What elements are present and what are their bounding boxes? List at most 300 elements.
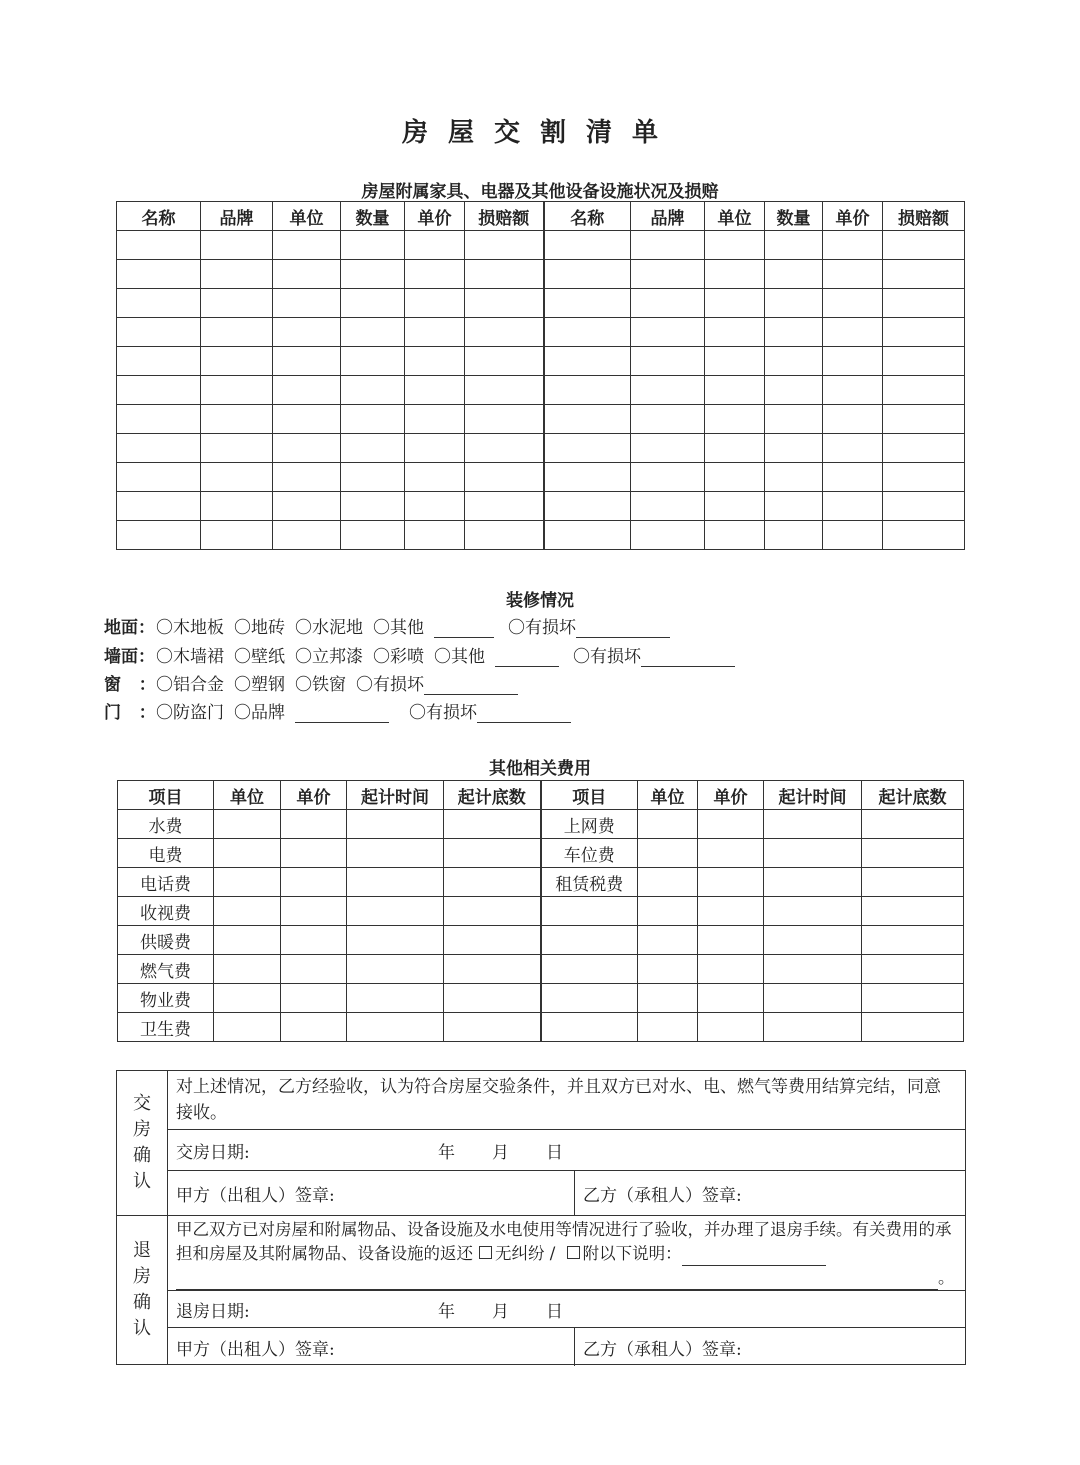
fee-cell[interactable] bbox=[698, 868, 764, 897]
window-damage-radio[interactable]: 〇 bbox=[356, 675, 373, 695]
furniture-cell[interactable] bbox=[631, 521, 705, 550]
furniture-cell[interactable] bbox=[883, 492, 965, 521]
fee-cell[interactable] bbox=[698, 926, 764, 955]
fees-row bbox=[118, 897, 964, 926]
fee-cell[interactable] bbox=[764, 897, 862, 926]
furniture-cell[interactable] bbox=[405, 347, 465, 376]
fee-cell[interactable] bbox=[214, 810, 281, 839]
fee-cell[interactable] bbox=[638, 926, 698, 955]
furniture-cell[interactable] bbox=[465, 376, 544, 405]
furniture-header-cell: 单价 bbox=[823, 202, 883, 231]
fee-cell[interactable] bbox=[347, 926, 444, 955]
furniture-cell[interactable] bbox=[273, 521, 341, 550]
furniture-cell[interactable] bbox=[705, 434, 765, 463]
furniture-cell[interactable] bbox=[273, 434, 341, 463]
furniture-cell[interactable] bbox=[765, 260, 823, 289]
furniture-cell[interactable] bbox=[823, 434, 883, 463]
fee-cell[interactable] bbox=[698, 955, 764, 984]
floor-option bbox=[373, 618, 424, 638]
floor-option bbox=[156, 618, 224, 638]
furniture-cell[interactable] bbox=[883, 318, 965, 347]
furniture-header-cell: 单位 bbox=[705, 202, 765, 231]
furniture-row bbox=[117, 434, 965, 463]
fee-cell[interactable] bbox=[698, 1013, 764, 1042]
furniture-cell[interactable] bbox=[631, 492, 705, 521]
furniture-cell[interactable] bbox=[405, 260, 465, 289]
fees-row bbox=[118, 984, 964, 1013]
fee-cell[interactable] bbox=[214, 926, 281, 955]
furniture-cell[interactable] bbox=[544, 318, 631, 347]
furniture-header-cell: 数量 bbox=[765, 202, 823, 231]
wall-option-label: 其他 bbox=[451, 647, 485, 667]
fee-cell[interactable] bbox=[862, 810, 964, 839]
furniture-cell[interactable] bbox=[765, 405, 823, 434]
fee-cell[interactable] bbox=[347, 1013, 444, 1042]
fee-cell[interactable] bbox=[347, 897, 444, 926]
fee-cell[interactable] bbox=[281, 1013, 347, 1042]
furniture-cell[interactable] bbox=[705, 492, 765, 521]
furniture-cell[interactable] bbox=[341, 521, 405, 550]
fees-header-cell: 单位 bbox=[214, 781, 281, 810]
fee-item-left: 物业费 bbox=[118, 984, 214, 1013]
furniture-cell[interactable] bbox=[765, 376, 823, 405]
fee-cell[interactable] bbox=[638, 955, 698, 984]
fee-item-left: 燃气费 bbox=[118, 955, 214, 984]
fees-header-cell: 项目 bbox=[541, 781, 638, 810]
furniture-cell[interactable] bbox=[117, 405, 201, 434]
furniture-cell[interactable] bbox=[341, 376, 405, 405]
furniture-cell[interactable] bbox=[201, 260, 273, 289]
furniture-cell[interactable] bbox=[117, 376, 201, 405]
fee-cell[interactable] bbox=[764, 926, 862, 955]
furniture-cell[interactable] bbox=[823, 463, 883, 492]
furniture-cell[interactable] bbox=[631, 231, 705, 260]
fee-item-right bbox=[541, 1013, 638, 1042]
furniture-cell[interactable] bbox=[405, 231, 465, 260]
furniture-cell[interactable] bbox=[465, 347, 544, 376]
floor-option-radio[interactable]: 〇 bbox=[156, 618, 173, 638]
wall-option bbox=[156, 647, 224, 667]
furniture-cell[interactable] bbox=[823, 231, 883, 260]
floor-option-label: 木地板 bbox=[173, 618, 224, 638]
note-blank-line[interactable] bbox=[176, 1273, 938, 1290]
furniture-cell[interactable] bbox=[117, 492, 201, 521]
fees-row bbox=[118, 955, 964, 984]
furniture-row bbox=[117, 289, 965, 318]
furniture-cell[interactable] bbox=[117, 521, 201, 550]
furniture-cell[interactable] bbox=[883, 405, 965, 434]
fee-cell[interactable] bbox=[862, 868, 964, 897]
furniture-cell[interactable] bbox=[201, 231, 273, 260]
fees-header-cell: 起计时间 bbox=[764, 781, 862, 810]
fee-item-right: 租赁税费 bbox=[541, 868, 638, 897]
return-tenant-signature[interactable]: 乙方（承租人）签章: bbox=[583, 1339, 742, 1360]
furniture-cell[interactable] bbox=[631, 376, 705, 405]
fees-row bbox=[118, 868, 964, 897]
furniture-cell[interactable] bbox=[544, 463, 631, 492]
furniture-cell[interactable] bbox=[765, 463, 823, 492]
furniture-cell[interactable] bbox=[273, 260, 341, 289]
handover-label: 交 房 确 认 bbox=[117, 1071, 168, 1215]
fee-item-left: 水费 bbox=[118, 810, 214, 839]
furniture-cell[interactable] bbox=[273, 347, 341, 376]
fee-cell[interactable] bbox=[638, 897, 698, 926]
furniture-cell[interactable] bbox=[544, 434, 631, 463]
furniture-cell[interactable] bbox=[117, 434, 201, 463]
fees-header-cell: 单价 bbox=[698, 781, 764, 810]
fee-cell[interactable] bbox=[281, 897, 347, 926]
fee-cell[interactable] bbox=[862, 839, 964, 868]
furniture-cell[interactable] bbox=[823, 347, 883, 376]
furniture-cell[interactable] bbox=[465, 521, 544, 550]
fee-cell[interactable] bbox=[444, 839, 541, 868]
furniture-cell[interactable] bbox=[883, 521, 965, 550]
furniture-cell[interactable] bbox=[705, 521, 765, 550]
window-option bbox=[295, 675, 346, 695]
furniture-cell[interactable] bbox=[273, 289, 341, 318]
wall-option-radio[interactable]: 〇 bbox=[234, 647, 251, 667]
fee-cell[interactable] bbox=[214, 868, 281, 897]
return-signature-row bbox=[168, 1328, 965, 1366]
wall-option-radio[interactable]: 〇 bbox=[373, 647, 390, 667]
window-option-radio[interactable]: 〇 bbox=[156, 675, 173, 695]
fee-cell[interactable] bbox=[281, 868, 347, 897]
return-confirmation bbox=[117, 1216, 965, 1364]
fee-cell[interactable] bbox=[698, 984, 764, 1013]
furniture-row bbox=[117, 405, 965, 434]
fee-cell[interactable] bbox=[444, 897, 541, 926]
fee-cell[interactable] bbox=[638, 1013, 698, 1042]
furniture-cell[interactable] bbox=[705, 260, 765, 289]
floor-option-label: 水泥地 bbox=[312, 618, 363, 638]
furniture-cell[interactable] bbox=[341, 260, 405, 289]
furniture-cell[interactable] bbox=[273, 231, 341, 260]
furniture-cell[interactable] bbox=[273, 318, 341, 347]
floor-option-radio[interactable]: 〇 bbox=[295, 618, 312, 638]
window-option-label: 铁窗 bbox=[312, 675, 346, 695]
furniture-cell[interactable] bbox=[544, 231, 631, 260]
furniture-cell[interactable] bbox=[405, 405, 465, 434]
furniture-cell[interactable] bbox=[823, 376, 883, 405]
furniture-cell[interactable] bbox=[405, 289, 465, 318]
furniture-cell[interactable] bbox=[544, 492, 631, 521]
fee-cell[interactable] bbox=[444, 955, 541, 984]
furniture-row bbox=[117, 318, 965, 347]
furniture-cell[interactable] bbox=[117, 318, 201, 347]
furniture-cell[interactable] bbox=[273, 492, 341, 521]
fee-item-left: 供暖费 bbox=[118, 926, 214, 955]
fee-cell[interactable] bbox=[347, 868, 444, 897]
window-option bbox=[234, 675, 285, 695]
decoration-section-title: 装修情况 bbox=[506, 591, 574, 611]
door-option-radio[interactable]: 〇 bbox=[234, 703, 251, 723]
fee-cell[interactable] bbox=[638, 839, 698, 868]
wall-damage-radio[interactable]: 〇 bbox=[573, 647, 590, 667]
furniture-header-cell: 损赔额 bbox=[465, 202, 544, 231]
furniture-cell[interactable] bbox=[465, 260, 544, 289]
fee-cell[interactable] bbox=[444, 868, 541, 897]
fee-cell[interactable] bbox=[444, 810, 541, 839]
furniture-cell[interactable] bbox=[273, 405, 341, 434]
fee-cell[interactable] bbox=[862, 1013, 964, 1042]
door-line: 门 ：〇防盗门 〇品牌 〇有损坏 bbox=[104, 698, 571, 723]
furniture-cell[interactable] bbox=[705, 231, 765, 260]
fee-cell[interactable] bbox=[347, 955, 444, 984]
attach-note-checkbox[interactable] bbox=[567, 1246, 580, 1259]
floor-damage-radio[interactable]: 〇 bbox=[508, 618, 525, 638]
furniture-row bbox=[117, 347, 965, 376]
furniture-cell[interactable] bbox=[201, 289, 273, 318]
furniture-cell[interactable] bbox=[341, 463, 405, 492]
furniture-cell[interactable] bbox=[883, 289, 965, 318]
wall-option bbox=[234, 647, 285, 667]
furniture-cell[interactable] bbox=[823, 405, 883, 434]
fee-cell[interactable] bbox=[214, 955, 281, 984]
fees-row bbox=[118, 1013, 964, 1042]
fee-cell[interactable] bbox=[638, 984, 698, 1013]
fee-cell[interactable] bbox=[214, 897, 281, 926]
furniture-cell[interactable] bbox=[631, 463, 705, 492]
return-date-label: 退房日期: bbox=[176, 1301, 250, 1322]
furniture-cell[interactable] bbox=[823, 318, 883, 347]
furniture-cell[interactable] bbox=[201, 376, 273, 405]
furniture-row bbox=[117, 376, 965, 405]
window-option bbox=[156, 675, 224, 695]
furniture-cell[interactable] bbox=[405, 434, 465, 463]
return-label: 退 房 确 认 bbox=[117, 1216, 168, 1364]
furniture-cell[interactable] bbox=[883, 376, 965, 405]
furniture-cell[interactable] bbox=[705, 405, 765, 434]
fee-cell[interactable] bbox=[347, 810, 444, 839]
wall-option-label: 立邦漆 bbox=[312, 647, 363, 667]
fee-cell[interactable] bbox=[281, 955, 347, 984]
furniture-cell[interactable] bbox=[883, 434, 965, 463]
furniture-cell[interactable] bbox=[201, 405, 273, 434]
floor-line bbox=[104, 613, 670, 638]
window-label: 窗 bbox=[104, 675, 121, 695]
wall-option bbox=[295, 647, 363, 667]
furniture-cell[interactable] bbox=[705, 289, 765, 318]
fee-cell[interactable] bbox=[281, 810, 347, 839]
furniture-header-cell: 数量 bbox=[341, 202, 405, 231]
furniture-cell[interactable] bbox=[883, 347, 965, 376]
return-statement: 甲乙双方已对房屋和附属物品、设备设施及水电使用等情况进行了验收，并办理了退房手续。有关费用的承担和房屋及其附属物品、设备设施的返还 无纠纷 / 附以下说明： 。 bbox=[168, 1216, 965, 1291]
furniture-cell[interactable] bbox=[341, 318, 405, 347]
fee-cell[interactable] bbox=[347, 984, 444, 1013]
furniture-section-title: 房屋附属家具、电器及其他设备设施状况及损赔 bbox=[361, 182, 719, 202]
handover-confirmation bbox=[117, 1071, 965, 1216]
furniture-cell[interactable] bbox=[705, 318, 765, 347]
fee-cell[interactable] bbox=[862, 955, 964, 984]
door-damage-label: 有损坏 bbox=[426, 703, 477, 723]
furniture-cell[interactable] bbox=[765, 492, 823, 521]
furniture-cell[interactable] bbox=[405, 521, 465, 550]
furniture-cell[interactable] bbox=[465, 492, 544, 521]
furniture-cell[interactable] bbox=[765, 289, 823, 318]
furniture-cell[interactable] bbox=[631, 347, 705, 376]
fee-cell[interactable] bbox=[638, 810, 698, 839]
furniture-cell[interactable] bbox=[117, 260, 201, 289]
furniture-cell[interactable] bbox=[405, 492, 465, 521]
furniture-cell[interactable] bbox=[405, 463, 465, 492]
handover-statement: 对上述情况，乙方经验收，认为符合房屋交验条件，并且双方已对水、电、燃气等费用结算完结，同意接收。 bbox=[168, 1071, 965, 1130]
furniture-cell[interactable] bbox=[117, 231, 201, 260]
furniture-row bbox=[117, 231, 965, 260]
fee-cell[interactable] bbox=[444, 984, 541, 1013]
furniture-cell[interactable] bbox=[823, 289, 883, 318]
furniture-cell[interactable] bbox=[341, 347, 405, 376]
furniture-cell[interactable] bbox=[341, 405, 405, 434]
furniture-cell[interactable] bbox=[117, 289, 201, 318]
fee-item-right: 上网费 bbox=[541, 810, 638, 839]
furniture-cell[interactable] bbox=[544, 347, 631, 376]
furniture-cell[interactable] bbox=[765, 231, 823, 260]
furniture-cell[interactable] bbox=[631, 318, 705, 347]
fee-cell[interactable] bbox=[764, 1013, 862, 1042]
fee-cell[interactable] bbox=[281, 839, 347, 868]
fee-cell[interactable] bbox=[698, 810, 764, 839]
furniture-cell[interactable] bbox=[883, 231, 965, 260]
wall-option-label: 木墙裙 bbox=[173, 647, 224, 667]
furniture-cell[interactable] bbox=[544, 405, 631, 434]
furniture-cell[interactable] bbox=[201, 347, 273, 376]
furniture-cell[interactable] bbox=[631, 434, 705, 463]
handover-landlord-signature[interactable]: 甲方（出租人）签章: bbox=[168, 1171, 575, 1215]
fee-cell[interactable] bbox=[214, 1013, 281, 1042]
floor-option bbox=[295, 618, 363, 638]
return-landlord-signature[interactable]: 甲方（出租人）签章: bbox=[168, 1328, 575, 1366]
floor-option-radio[interactable]: 〇 bbox=[234, 618, 251, 638]
furniture-cell[interactable] bbox=[631, 289, 705, 318]
furniture-cell[interactable] bbox=[631, 260, 705, 289]
fee-cell[interactable] bbox=[281, 926, 347, 955]
furniture-cell[interactable] bbox=[765, 347, 823, 376]
furniture-cell[interactable] bbox=[544, 289, 631, 318]
furniture-cell[interactable] bbox=[273, 463, 341, 492]
furniture-cell[interactable] bbox=[465, 463, 544, 492]
fee-cell[interactable] bbox=[764, 810, 862, 839]
fee-cell[interactable] bbox=[638, 868, 698, 897]
note-blank[interactable] bbox=[682, 1249, 826, 1266]
wall-option-radio[interactable]: 〇 bbox=[434, 647, 451, 667]
fee-cell[interactable] bbox=[214, 839, 281, 868]
furniture-cell[interactable] bbox=[273, 376, 341, 405]
furniture-cell[interactable] bbox=[341, 289, 405, 318]
fees-row bbox=[118, 810, 964, 839]
furniture-cell[interactable] bbox=[201, 492, 273, 521]
fee-cell[interactable] bbox=[444, 926, 541, 955]
furniture-cell[interactable] bbox=[544, 260, 631, 289]
furniture-cell[interactable] bbox=[465, 231, 544, 260]
fee-cell[interactable] bbox=[862, 984, 964, 1013]
fee-cell[interactable] bbox=[214, 984, 281, 1013]
door-option bbox=[156, 703, 224, 723]
no-dispute-checkbox[interactable] bbox=[479, 1246, 492, 1259]
door-option-label: 防盗门 bbox=[173, 703, 224, 723]
floor-option-radio[interactable]: 〇 bbox=[373, 618, 390, 638]
furniture-cell[interactable] bbox=[705, 376, 765, 405]
furniture-cell[interactable] bbox=[465, 405, 544, 434]
fee-cell[interactable] bbox=[764, 955, 862, 984]
furniture-cell[interactable] bbox=[823, 260, 883, 289]
fee-cell[interactable] bbox=[764, 984, 862, 1013]
furniture-cell[interactable] bbox=[631, 405, 705, 434]
window-option-radio[interactable]: 〇 bbox=[234, 675, 251, 695]
furniture-cell[interactable] bbox=[705, 463, 765, 492]
furniture-cell[interactable] bbox=[765, 521, 823, 550]
wall-option-radio[interactable]: 〇 bbox=[295, 647, 312, 667]
furniture-cell[interactable] bbox=[765, 318, 823, 347]
fee-item-right bbox=[541, 984, 638, 1013]
floor-option bbox=[234, 618, 285, 638]
furniture-cell[interactable] bbox=[405, 376, 465, 405]
furniture-cell[interactable] bbox=[544, 521, 631, 550]
furniture-row bbox=[117, 463, 965, 492]
furniture-cell[interactable] bbox=[341, 492, 405, 521]
fees-header-cell: 项目 bbox=[118, 781, 214, 810]
furniture-cell[interactable] bbox=[465, 318, 544, 347]
furniture-cell[interactable] bbox=[823, 521, 883, 550]
furniture-cell[interactable] bbox=[341, 434, 405, 463]
door-damage-radio[interactable]: 〇 bbox=[409, 703, 426, 723]
furniture-header-cell: 单价 bbox=[405, 202, 465, 231]
furniture-cell[interactable] bbox=[465, 289, 544, 318]
fee-cell[interactable] bbox=[764, 839, 862, 868]
furniture-cell[interactable] bbox=[201, 318, 273, 347]
fee-cell[interactable] bbox=[764, 868, 862, 897]
wall-option-label: 壁纸 bbox=[251, 647, 285, 667]
window-option-radio[interactable]: 〇 bbox=[295, 675, 312, 695]
fee-cell[interactable] bbox=[281, 984, 347, 1013]
furniture-cell[interactable] bbox=[465, 434, 544, 463]
furniture-row bbox=[117, 260, 965, 289]
fee-item-left: 收视费 bbox=[118, 897, 214, 926]
door-option-radio[interactable]: 〇 bbox=[156, 703, 173, 723]
furniture-cell[interactable] bbox=[117, 463, 201, 492]
furniture-cell[interactable] bbox=[341, 231, 405, 260]
wall-option-radio[interactable]: 〇 bbox=[156, 647, 173, 667]
handover-signature-row bbox=[168, 1171, 965, 1215]
furniture-cell[interactable] bbox=[823, 492, 883, 521]
handover-date-label: 交房日期: bbox=[176, 1142, 250, 1163]
fee-cell[interactable] bbox=[862, 897, 964, 926]
furniture-header-cell: 品牌 bbox=[201, 202, 273, 231]
fee-cell[interactable] bbox=[698, 897, 764, 926]
fees-row bbox=[118, 926, 964, 955]
wall-damage-label: 有损坏 bbox=[590, 647, 641, 667]
confirmation-table bbox=[116, 1070, 966, 1365]
furniture-header-cell: 品牌 bbox=[631, 202, 705, 231]
furniture-cell[interactable] bbox=[201, 521, 273, 550]
furniture-cell[interactable] bbox=[883, 260, 965, 289]
fees-section-title: 其他相关费用 bbox=[489, 759, 591, 779]
furniture-cell[interactable] bbox=[201, 463, 273, 492]
handover-tenant-signature[interactable]: 乙方（承租人）签章: bbox=[583, 1185, 742, 1206]
fee-cell[interactable] bbox=[698, 839, 764, 868]
wall-option bbox=[434, 647, 485, 667]
furniture-cell[interactable] bbox=[765, 434, 823, 463]
furniture-cell[interactable] bbox=[117, 347, 201, 376]
door-label: 门 bbox=[104, 703, 121, 723]
furniture-cell[interactable] bbox=[405, 318, 465, 347]
furniture-cell[interactable] bbox=[201, 434, 273, 463]
furniture-cell[interactable] bbox=[705, 347, 765, 376]
fee-cell[interactable] bbox=[347, 839, 444, 868]
fee-cell[interactable] bbox=[444, 1013, 541, 1042]
furniture-cell[interactable] bbox=[883, 463, 965, 492]
furniture-cell[interactable] bbox=[544, 376, 631, 405]
fee-cell[interactable] bbox=[862, 926, 964, 955]
